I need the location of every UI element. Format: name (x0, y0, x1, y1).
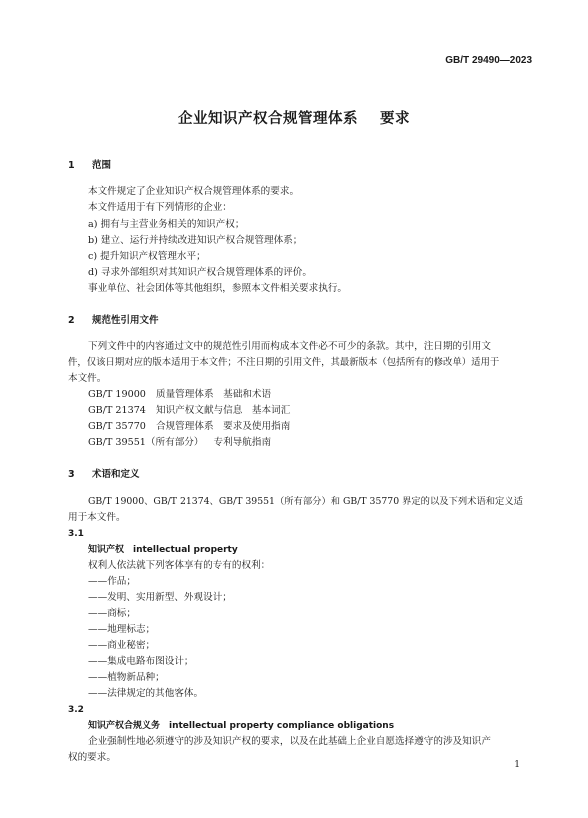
s3-line-1: GB/T 19000、GB/T 21374、GB/T 39551（所有部分）和 GB/T 35770 界定的以及下列术语和定义适 (88, 496, 523, 507)
term-3-1-item: ——地理标志； (88, 624, 156, 635)
s2-line-3: 本文件。 (68, 373, 107, 384)
page-title (0, 107, 588, 128)
s2-line-2: 件，仅该日期对应的版本适用于本文件；不注日期的引用文件，其最新版本（包括所有的修改单）适用于 (68, 357, 500, 368)
term-3-2-number: 3.2 (68, 705, 84, 715)
term-3-1-heading: 知识产权 intellectual property (88, 545, 238, 555)
standard-number: GB/T 29490—2023 (445, 55, 532, 66)
ref-code: GB/T 39551（所有部分） (88, 437, 204, 448)
section-1-title: 范围 (92, 160, 112, 171)
term-3-2-line-2: 权的要求。 (68, 752, 116, 763)
term-3-1-item: ——商标； (88, 608, 136, 619)
s3-line-2: 用于本文件。 (68, 512, 126, 523)
term-3-1-item: ——作品； (88, 576, 136, 587)
ref-code: GB/T 21374 (88, 405, 146, 416)
term-3-2-line-1: 企业强制性地必须遵守的涉及知识产权的要求，以及在此基础上企业自愿选择遵守的涉及知识产 (88, 736, 491, 747)
term-3-1-item: ——植物新品种； (88, 672, 165, 683)
s1-item-b: b) 建立、运行并持续改进知识产权合规管理体系； (88, 235, 303, 246)
section-2-number: 2 (68, 315, 75, 326)
ref-name: 合规管理体系 要求及使用指南 (156, 421, 291, 432)
title-sub: 要求 (380, 111, 410, 127)
section-3-heading (68, 466, 140, 480)
section-3-number: 3 (68, 469, 75, 480)
ref-row (88, 388, 271, 402)
section-3-title: 术语和定义 (92, 469, 140, 480)
ref-name: 专利导航指南 (213, 437, 272, 448)
term-3-1-item: ——集成电路布图设计； (88, 656, 194, 667)
term-3-1-item: ——商业秘密； (88, 640, 156, 651)
term-3-2-heading: 知识产权合规义务 intellectual property compliance obligations (88, 721, 395, 731)
title-main: 企业知识产权合规管理体系 (178, 111, 358, 127)
section-1-heading (68, 157, 111, 171)
term-3-1-item: ——法律规定的其他客体。 (88, 688, 204, 699)
s1-para-1: 本文件规定了企业知识产权合规管理体系的要求。 (88, 186, 300, 197)
section-2-heading (68, 312, 159, 326)
s1-item-d: d) 寻求外部组织对其知识产权合规管理体系的评价。 (88, 267, 312, 278)
s2-line-1: 下列文件中的内容通过文中的规范性引用而构成本文件必不可少的条款。其中，注日期的引用文 (88, 341, 491, 352)
term-3-1-number: 3.1 (68, 529, 84, 539)
section-2-title: 规范性引用文件 (92, 315, 159, 326)
section-1-number: 1 (68, 160, 75, 171)
ref-row (88, 436, 271, 450)
page-number: 1 (514, 760, 520, 770)
ref-name: 知识产权文献与信息 基本词汇 (156, 405, 291, 416)
ref-row (88, 420, 290, 434)
term-3-1-item: ——发明、实用新型、外观设计； (88, 592, 232, 603)
s1-para-3: 事业单位、社会团体等其他组织，参照本文件相关要求执行。 (88, 283, 348, 294)
ref-name: 质量管理体系 基础和术语 (156, 389, 272, 400)
ref-code: GB/T 35770 (88, 421, 146, 432)
s1-para-2: 本文件适用于有下列情形的企业： (88, 202, 232, 213)
ref-code: GB/T 19000 (88, 389, 146, 400)
s1-item-a: a) 拥有与主营业务相关的知识产权； (88, 219, 245, 230)
term-3-1-definition: 权利人依法就下列客体享有的专有的权利： (88, 560, 271, 571)
s1-item-c: c) 提升知识产权管理水平； (88, 251, 206, 262)
ref-row (88, 404, 290, 418)
